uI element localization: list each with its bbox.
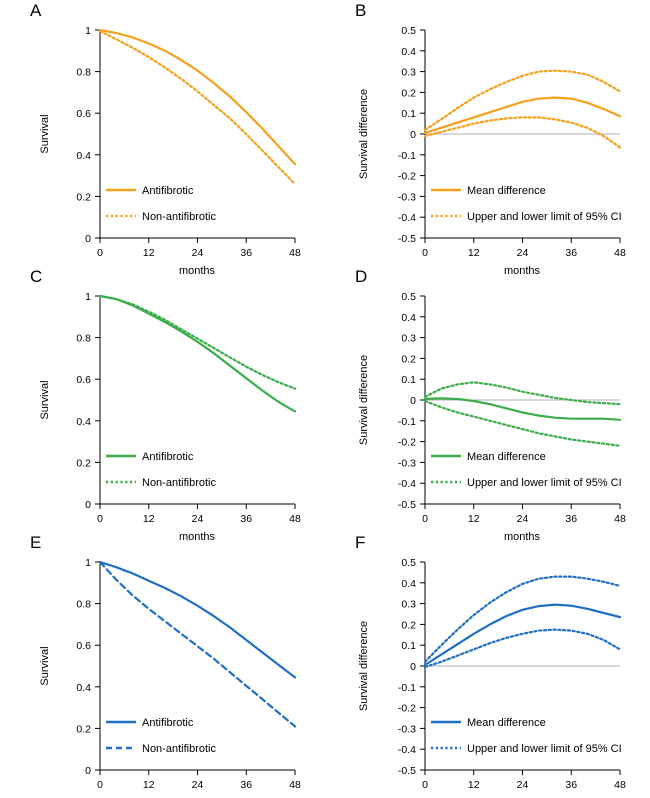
- y-axis-ticks-f: [398, 557, 425, 777]
- x-tick-label: 24: [516, 247, 529, 259]
- x-tick-label: 12: [467, 247, 480, 259]
- legend-c: [106, 451, 216, 489]
- panel-c: [0, 266, 325, 543]
- legend-label-mean-difference: Mean difference: [467, 185, 546, 197]
- series-antifibrotic-e: [100, 562, 295, 677]
- x-tick-label: 24: [516, 513, 529, 525]
- legend-f: [431, 717, 622, 755]
- x-tick-label: 48: [614, 513, 626, 525]
- y-tick-label: 0.2: [401, 87, 416, 100]
- panel-d: [325, 266, 650, 543]
- y-tick-label: -0.2: [397, 170, 416, 183]
- plot-e-svg: [0, 532, 325, 798]
- x-tick-label: 0: [97, 779, 103, 791]
- y-tick-label: 0.6: [76, 374, 91, 387]
- x-axis-title-c: months: [178, 531, 216, 543]
- x-tick-label: 24: [191, 779, 204, 791]
- y-tick-label: -0.2: [397, 436, 416, 449]
- y-axis-title-b: Survival difference: [358, 88, 370, 180]
- series-antifibrotic-a: [100, 30, 295, 164]
- panel-a: [0, 0, 325, 277]
- y-tick-label: -0.3: [397, 191, 416, 204]
- y-tick-label: 0.8: [76, 332, 91, 345]
- x-tick-label: 36: [565, 247, 578, 259]
- y-axis-title-d: Survival difference: [358, 354, 370, 446]
- legend-label-mean-difference: Mean difference: [467, 717, 546, 729]
- plot-c-svg: [0, 266, 325, 543]
- y-tick-label: 0: [410, 129, 416, 141]
- series-non-antifibrotic-a: [100, 31, 295, 184]
- y-tick-label: -0.4: [397, 744, 416, 757]
- x-tick-label: 0: [422, 513, 428, 525]
- x-axis-ticks-c: [97, 504, 301, 525]
- y-tick-label: 0.2: [76, 457, 91, 470]
- y-axis-ticks-e: [76, 557, 100, 777]
- y-tick-label: 1: [85, 291, 91, 303]
- x-tick-label: 12: [467, 779, 480, 791]
- x-axis-ticks-e: [97, 770, 301, 791]
- y-tick-label: -0.3: [397, 457, 416, 470]
- legend-label-antifibrotic: Antifibrotic: [142, 717, 194, 729]
- y-tick-label: -0.2: [397, 702, 416, 715]
- panel-letter-b: B: [355, 1, 367, 20]
- x-tick-label: 36: [240, 513, 253, 525]
- plot-f-svg: [325, 532, 650, 798]
- y-tick-label: 0.3: [401, 66, 416, 79]
- y-axis-ticks-b: [398, 25, 425, 245]
- y-tick-label: 1: [85, 557, 91, 569]
- plot-d-svg: [325, 266, 650, 543]
- plot-b-svg: [325, 0, 650, 277]
- y-tick-label: 0.4: [401, 45, 416, 58]
- y-axis-title-f: Survival difference: [358, 620, 370, 712]
- x-tick-label: 0: [97, 247, 103, 259]
- y-tick-label: 0: [85, 765, 91, 777]
- x-tick-label: 48: [289, 513, 301, 525]
- x-tick-label: 12: [142, 513, 155, 525]
- x-axis-ticks-f: [422, 770, 626, 791]
- y-tick-label: -0.3: [397, 723, 416, 736]
- y-tick-label: 0.1: [401, 108, 416, 121]
- y-tick-label: 0.4: [401, 577, 416, 590]
- x-tick-label: 36: [240, 779, 253, 791]
- y-axis-title-c: Survival: [39, 380, 51, 420]
- series-lower-ci-d: [425, 401, 620, 446]
- y-tick-label: 0.2: [76, 191, 91, 204]
- y-axis-title-e: Survival: [39, 646, 51, 686]
- y-tick-label: 0.1: [401, 640, 416, 653]
- x-axis-title-b: months: [503, 265, 541, 277]
- x-tick-label: 0: [97, 513, 103, 525]
- y-tick-label: -0.5: [397, 765, 416, 777]
- y-tick-label: -0.4: [397, 478, 416, 491]
- panel-e: [0, 532, 325, 798]
- y-tick-label: 1: [85, 25, 91, 37]
- x-axis-ticks-b: [422, 238, 626, 259]
- y-tick-label: 0: [85, 499, 91, 511]
- y-tick-label: 0.5: [401, 25, 416, 37]
- panel-letter-f: F: [355, 533, 366, 552]
- legend-e: [106, 717, 216, 755]
- panel-letter-a: A: [30, 1, 42, 20]
- series-antifibrotic-c: [100, 296, 295, 411]
- x-tick-label: 48: [614, 247, 626, 259]
- legend-label-ci: Upper and lower limit of 95% CI: [467, 211, 622, 223]
- series-upper-ci-b: [425, 71, 620, 130]
- legend-label-non-antifibrotic: Non-antifibrotic: [142, 477, 216, 489]
- panel-letter-e: E: [30, 533, 42, 552]
- y-tick-label: -0.4: [397, 212, 416, 225]
- y-tick-label: 0.5: [401, 291, 416, 303]
- legend-a: [106, 185, 216, 223]
- y-tick-label: 0.2: [401, 619, 416, 632]
- y-tick-label: 0.2: [76, 723, 91, 736]
- series-lower-ci-b: [425, 117, 620, 147]
- y-tick-label: -0.5: [397, 499, 416, 511]
- panel-letter-c: C: [30, 267, 43, 286]
- legend-label-ci: Upper and lower limit of 95% CI: [467, 477, 622, 489]
- y-tick-label: 0.4: [76, 681, 91, 694]
- legend-b: [431, 185, 622, 223]
- legend-label-antifibrotic: Antifibrotic: [142, 185, 194, 197]
- y-tick-label: 0.8: [76, 66, 91, 79]
- plot-e: [0, 532, 325, 798]
- legend-label-antifibrotic: Antifibrotic: [142, 451, 194, 463]
- y-tick-label: 0.1: [401, 374, 416, 387]
- series-lower-ci-f: [425, 630, 620, 667]
- plot-d: [325, 266, 650, 543]
- y-tick-label: -0.5: [397, 233, 416, 245]
- legend-label-non-antifibrotic: Non-antifibrotic: [142, 743, 216, 755]
- legend-label-mean-difference: Mean difference: [467, 451, 546, 463]
- panel-f: [325, 532, 650, 798]
- x-tick-label: 36: [240, 247, 253, 259]
- panel-letter-d: D: [355, 267, 368, 286]
- plot-a: [0, 0, 325, 277]
- y-tick-label: 0.3: [401, 598, 416, 611]
- series-upper-ci-f: [425, 577, 620, 662]
- plot-f: [325, 532, 650, 798]
- x-tick-label: 0: [422, 779, 428, 791]
- x-axis-title-a: months: [178, 265, 216, 277]
- y-tick-label: 0: [85, 233, 91, 245]
- legend-label-ci: Upper and lower limit of 95% CI: [467, 743, 622, 755]
- x-axis-title-d: months: [503, 531, 541, 543]
- y-tick-label: 0.3: [401, 332, 416, 345]
- y-axis-ticks-c: [76, 291, 100, 511]
- x-tick-label: 24: [191, 247, 204, 259]
- y-tick-label: 0.4: [76, 149, 91, 162]
- plot-b: [325, 0, 650, 277]
- x-tick-label: 24: [191, 513, 204, 525]
- plot-a-svg: [0, 0, 325, 277]
- x-axis-ticks-a: [97, 238, 301, 259]
- y-tick-label: 0.2: [401, 353, 416, 366]
- y-tick-label: 0: [410, 661, 416, 673]
- panel-b: [325, 0, 650, 277]
- x-tick-label: 48: [614, 779, 626, 791]
- y-tick-label: 0.6: [76, 640, 91, 653]
- x-tick-label: 12: [467, 513, 480, 525]
- x-tick-label: 12: [142, 247, 155, 259]
- x-tick-label: 36: [565, 779, 578, 791]
- series-upper-ci-d: [425, 382, 620, 404]
- y-axis-ticks-d: [398, 291, 425, 511]
- y-tick-label: 0.4: [76, 415, 91, 428]
- y-tick-label: -0.1: [397, 415, 416, 428]
- plot-c: [0, 266, 325, 543]
- x-tick-label: 0: [422, 247, 428, 259]
- x-axis-ticks-d: [422, 504, 626, 525]
- y-tick-label: -0.1: [397, 681, 416, 694]
- y-tick-label: 0.6: [76, 108, 91, 121]
- series-non-antifibrotic-e: [100, 562, 295, 726]
- x-tick-label: 12: [142, 779, 155, 791]
- legend-d: [431, 451, 622, 489]
- y-axis-ticks-a: [76, 25, 100, 245]
- x-tick-label: 48: [289, 247, 301, 259]
- y-tick-label: 0.8: [76, 598, 91, 611]
- y-tick-label: -0.1: [397, 149, 416, 162]
- x-tick-label: 48: [289, 779, 301, 791]
- y-tick-label: 0.5: [401, 557, 416, 569]
- y-axis-title-a: Survival: [39, 114, 51, 154]
- x-tick-label: 24: [516, 779, 529, 791]
- x-tick-label: 36: [565, 513, 578, 525]
- y-tick-label: 0.4: [401, 311, 416, 324]
- legend-label-non-antifibrotic: Non-antifibrotic: [142, 211, 216, 223]
- y-tick-label: 0: [410, 395, 416, 407]
